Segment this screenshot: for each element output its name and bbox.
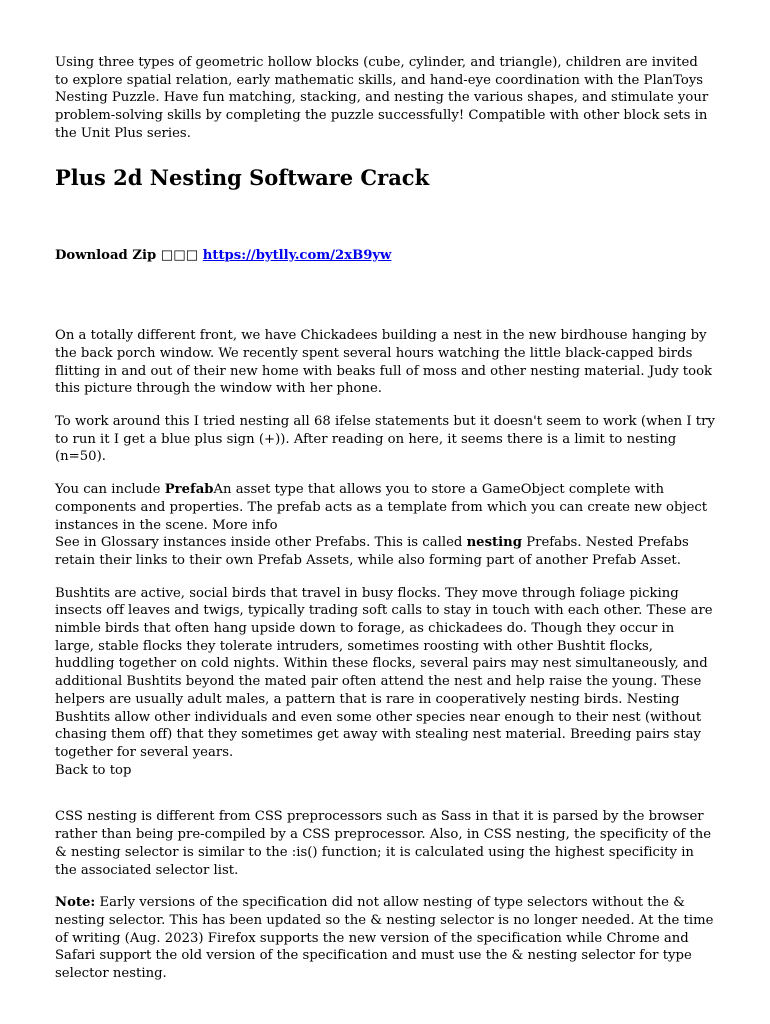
back-to-top-link[interactable]: Back to top — [55, 762, 132, 778]
ifelse-paragraph: To work around this I tried nesting all 68 ifelse statements but it doesn't seem to work (when I try to run it I get a blue plus sign (+)). After reading on here, it seems there is a limit to nesting (n=50). — [55, 414, 715, 465]
prefab-line2-pre: See in Glossary instances inside other Prefabs. This is called — [55, 535, 467, 551]
bushtit-text: Bushtits are active, social birds that travel in busy flocks. They move through foliage picking insects off leaves and twigs, typically trading soft calls to stay in touch with each other. These are nimble birds that often hang upside down to forage, as chickadees do. Though they occur in large, stable flocks they tolerate intruders, sometimes roosting with other Bushtit flocks, huddling together on cold nights. Within these flocks, several pairs may nest simultaneously, and additional Bushtits beyond the mated pair often attend the nest and help raise the young. These helpers are usually adult males, a pattern that is rare in cooperatively nesting birds. Nesting Bushtits allow other individuals and even some other species near enough to their nest (without chasing them off) that they sometimes get away with stealing nest material. Breeding pairs stay together for several years. — [55, 585, 713, 760]
download-link[interactable]: https://bytlly.com/2xB9yw — [202, 247, 392, 263]
prefab-text-mid: An asset type that allows you to store a GameObject complete with components and properties. The prefab acts as a template from which you can create new object instances in the scene. More info — [55, 482, 708, 533]
download-glyphs: □□□ — [160, 247, 199, 263]
page-title: Plus 2d Nesting Software Crack — [55, 164, 430, 190]
prefab-paragraph — [55, 481, 715, 570]
download-line — [55, 247, 715, 265]
bushtit-paragraph — [55, 585, 715, 780]
chickadee-paragraph: On a totally different front, we have Chickadees building a nest in the new birdhouse hanging by the back porch window. We recently spent several hours watching the little black-capped birds flitting in and out of their new home with beaks full of moss and other nesting material. Judy took this picture through the window with her phone. — [55, 328, 713, 397]
css-nesting-paragraph: CSS nesting is different from CSS preprocessors such as Sass in that it is parsed by the browser rather than being pre-compiled by a CSS preprocessor. Also, in CSS nesting, the specificity of the & nesting selector is similar to the :is() function; it is calculated using the highest specificity in the associated selector list. — [55, 809, 712, 878]
prefab-bold: Prefab — [164, 482, 214, 498]
note-paragraph — [55, 894, 715, 983]
prefab-line2-post: Prefabs. Nested Prefabs retain their links to their own Prefab Assets, while also forming part of another Prefab Asset. — [55, 535, 689, 568]
prefab-text-pre: You can include — [55, 482, 165, 498]
download-label: Download Zip — [55, 247, 157, 263]
note-text: Early versions of the specification did not allow nesting of type selectors without the & nesting selector. This has been updated so the & nesting selector is no longer needed. At the time of writing (Aug. 2023) Firefox supports the new version of the specification while Chrome and Safari support the old version of the specification and must use the & nesting selector for type selector nesting. — [55, 895, 714, 982]
intro-paragraph: Using three types of geometric hollow blocks (cube, cylinder, and triangle), children are invited to explore spatial relation, early mathematic skills, and hand-eye coordination with the PlanToys Nesting Puzzle. Have fun matching, stacking, and nesting the various shapes, and stimulate your problem-solving skills by completing the puzzle successfully! Compatible with other block sets in the Unit Plus series. — [55, 55, 709, 141]
nesting-bold: nesting — [466, 535, 523, 551]
note-label: Note: — [55, 895, 96, 911]
